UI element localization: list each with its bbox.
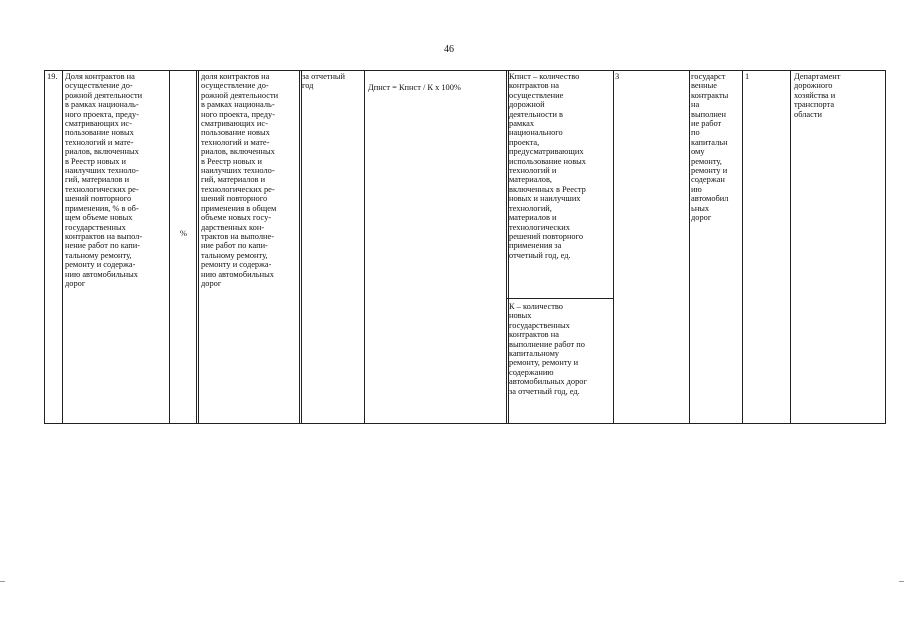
responsible-body: Департамент дорожного хозяйства и транспорта области (794, 72, 841, 119)
column-border (689, 70, 690, 423)
table-bottom-border (44, 423, 886, 424)
column-border (62, 70, 63, 423)
page-number: 46 (444, 44, 454, 55)
column-border (196, 70, 199, 423)
data-source: государст венные контракты на выполнен ие работ по капитальн ому ремонту, ремонту и содержан ию автомобил ьных дорог (691, 72, 729, 223)
table-top-border (44, 70, 886, 71)
indicator-definition: доля контрактов на осуществление до- рожной деятельности в рамках националь- ного проекта, преду- сматривающих ис- пользование новых технологий и мате- риалов, включенных в Реестр новых и наилучших техноло- гий, материалов и технологических ре- шений повторного применения в общем объеме новых госу- дарственных кон- трактов на выполне- ние работ по капи- тальному ремонту, ремонту и содержа- нию автомобильных дорог (201, 72, 279, 288)
column-border (44, 70, 45, 423)
reporting-period: за отчетный год (302, 72, 346, 91)
unit-of-measure: % (180, 229, 187, 238)
column-border (169, 70, 170, 423)
source-code: 1 (745, 72, 750, 81)
calculation-formula: Дпнст = Кпнст / К х 100% (368, 83, 461, 92)
row-index: 19. (47, 72, 58, 81)
column-border (885, 70, 886, 423)
variable-divider (507, 298, 613, 299)
right-edge-mark (899, 581, 904, 582)
variable-k-description: К – количество новых государственных контрактов на выполнение работ по капитальному ремонту, ремонту и содержанию автомобильных дорог за отчетный год, ед. (509, 302, 587, 396)
variable-kpnst-description: Кпнст – количество контрактов на осуществление дорожной деятельности в рамках национального проекта, предусматривающих использование новых технологий и материалов, включенных в Реестр новых и наилучших технологий, материалов и технологических решений повторного применения за отчетный год, ед. (509, 72, 586, 260)
column-border (364, 70, 365, 423)
column-border (742, 70, 743, 423)
column-border (613, 70, 614, 423)
indicator-name: Доля контрактов на осуществление до- рожной деятельности в рамках националь- ного проекта, преду- сматривающих ис- пользование новых технологий и мате- риалов, включенных в Реестр новых и наилучших техноло- гий, материалов и технологических ре- шений повторного применения, % в об- щем объеме новых государственных контрактов на выпол- нение работ по капи- тальному ремонту, ремонту и содержа- нию автомобильных дорог (65, 72, 143, 288)
left-edge-mark (0, 581, 5, 582)
variable-code: 3 (615, 72, 620, 81)
column-border (299, 70, 302, 423)
column-border (790, 70, 791, 423)
